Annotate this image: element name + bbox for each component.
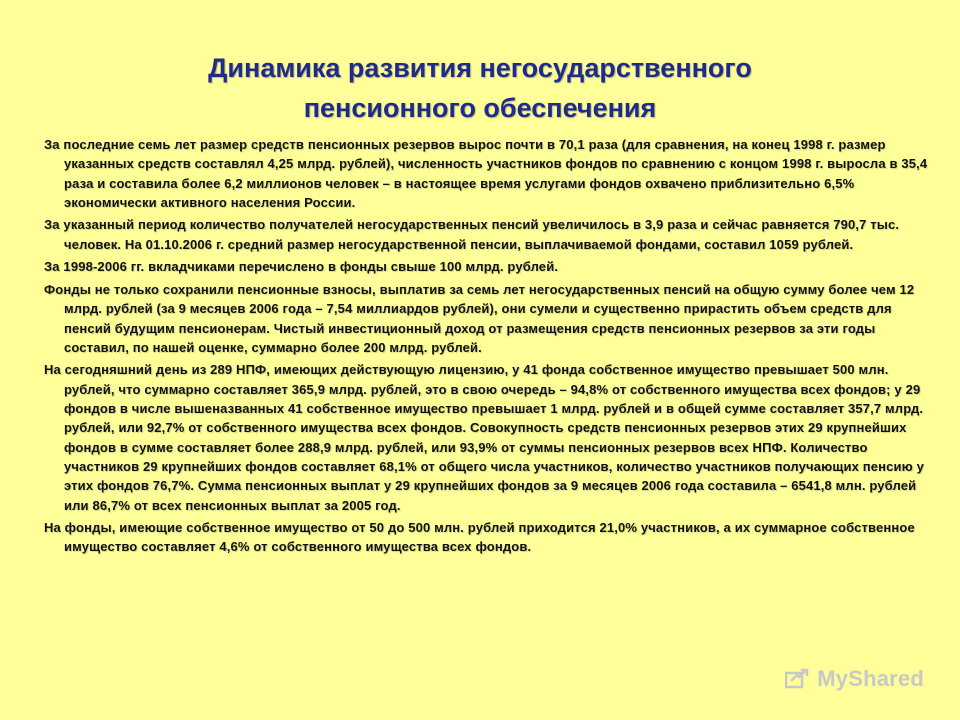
paragraph-largest-funds: На сегодняшний день из 289 НПФ, имеющих действующую лицензию, у 41 фонда собственное имущество превышает 500 млн. рублей, что суммарно составляет 365,9 млрд. рублей, это в свою очередь – 94,8% от собственного имущества всех фондов; у 29 фондов в числе вышеназванных 41 собственное имущество превышает 1 млрд. рублей и в общей сумме составляет 357,7 млрд. рублей, или 92,7% от собственного имущества всех фондов. Совокупность средств пенсионных резервов этих 29 крупнейших фондов в сумме составляет более 288,9 млрд. рублей, или 93,9% от суммы пенсионных резервов всех НПФ. Количество участников 29 крупнейших фондов составляет 68,1% от общего числа участников, количество участников получающих пенсию у этих фондов 76,7%. Сумма пенсионных выплат у 29 крупнейших фондов за 9 месяцев 2006 года составила – 6541,8 млн. рублей или 86,7% от всех пенсионных выплат за 2005 год. [44, 362, 925, 513]
paragraph-reserves-growth: За последние семь лет размер средств пенсионных резервов вырос почти в 70,1 раза (для сравнения, на конец 1998 г. размер указанных средств составлял 4,25 млрд. рублей), численность участников фондов по сравнению с концом 1998 г. выросла в 35,4 раза и составила более 6,2 миллионов человек – в настоящее время услугами фондов охвачено приблизительно 6,5% экономически активного населения России. [44, 137, 928, 210]
paragraph-mid-size-funds: На фонды, имеющие собственное имущество от 50 до 500 млн. рублей приходится 21,0% участников, а их суммарное собственное имущество составляет 4,6% от собственного имущества всех фондов. [44, 520, 915, 555]
slide-title [80, 48, 880, 128]
watermark [785, 666, 924, 692]
paragraph-contributions: За 1998-2006 гг. вкладчиками перечислено в фонды свыше 100 млрд. рублей. [44, 259, 559, 275]
myshared-logo-icon [785, 668, 811, 690]
paragraph-investment-income: Фонды не только сохранили пенсионные взносы, выплатив за семь лет негосударственных пенсий на общую сумму более чем 12 млрд. рублей (за 9 месяцев 2006 года – 7,54 миллиардов рублей), они сумели и существенно прирастить объем средств для пенсий будущим пенсионерам. Чистый инвестиционный доход от размещения средств пенсионных резервов за эти годы составил, по нашей оценке, суммарно более 200 млрд. рублей. [44, 281, 915, 355]
watermark-text: MyShared [817, 666, 924, 691]
paragraph-pension-recipients: За указанный период количество получателей негосударственных пенсий увеличилось в 3,9 раза и сейчас равняется 790,7 тыс. человек. На 01.10.2006 г. средний размер негосударственной пенсии, выплачиваемой фондами, составил 1059 рублей. [44, 217, 900, 252]
slide-title-line-1: Динамика развития негосударственного [208, 53, 752, 83]
slide-title-line-2: пенсионного обеспечения [303, 93, 657, 123]
slide-body [40, 135, 930, 560]
